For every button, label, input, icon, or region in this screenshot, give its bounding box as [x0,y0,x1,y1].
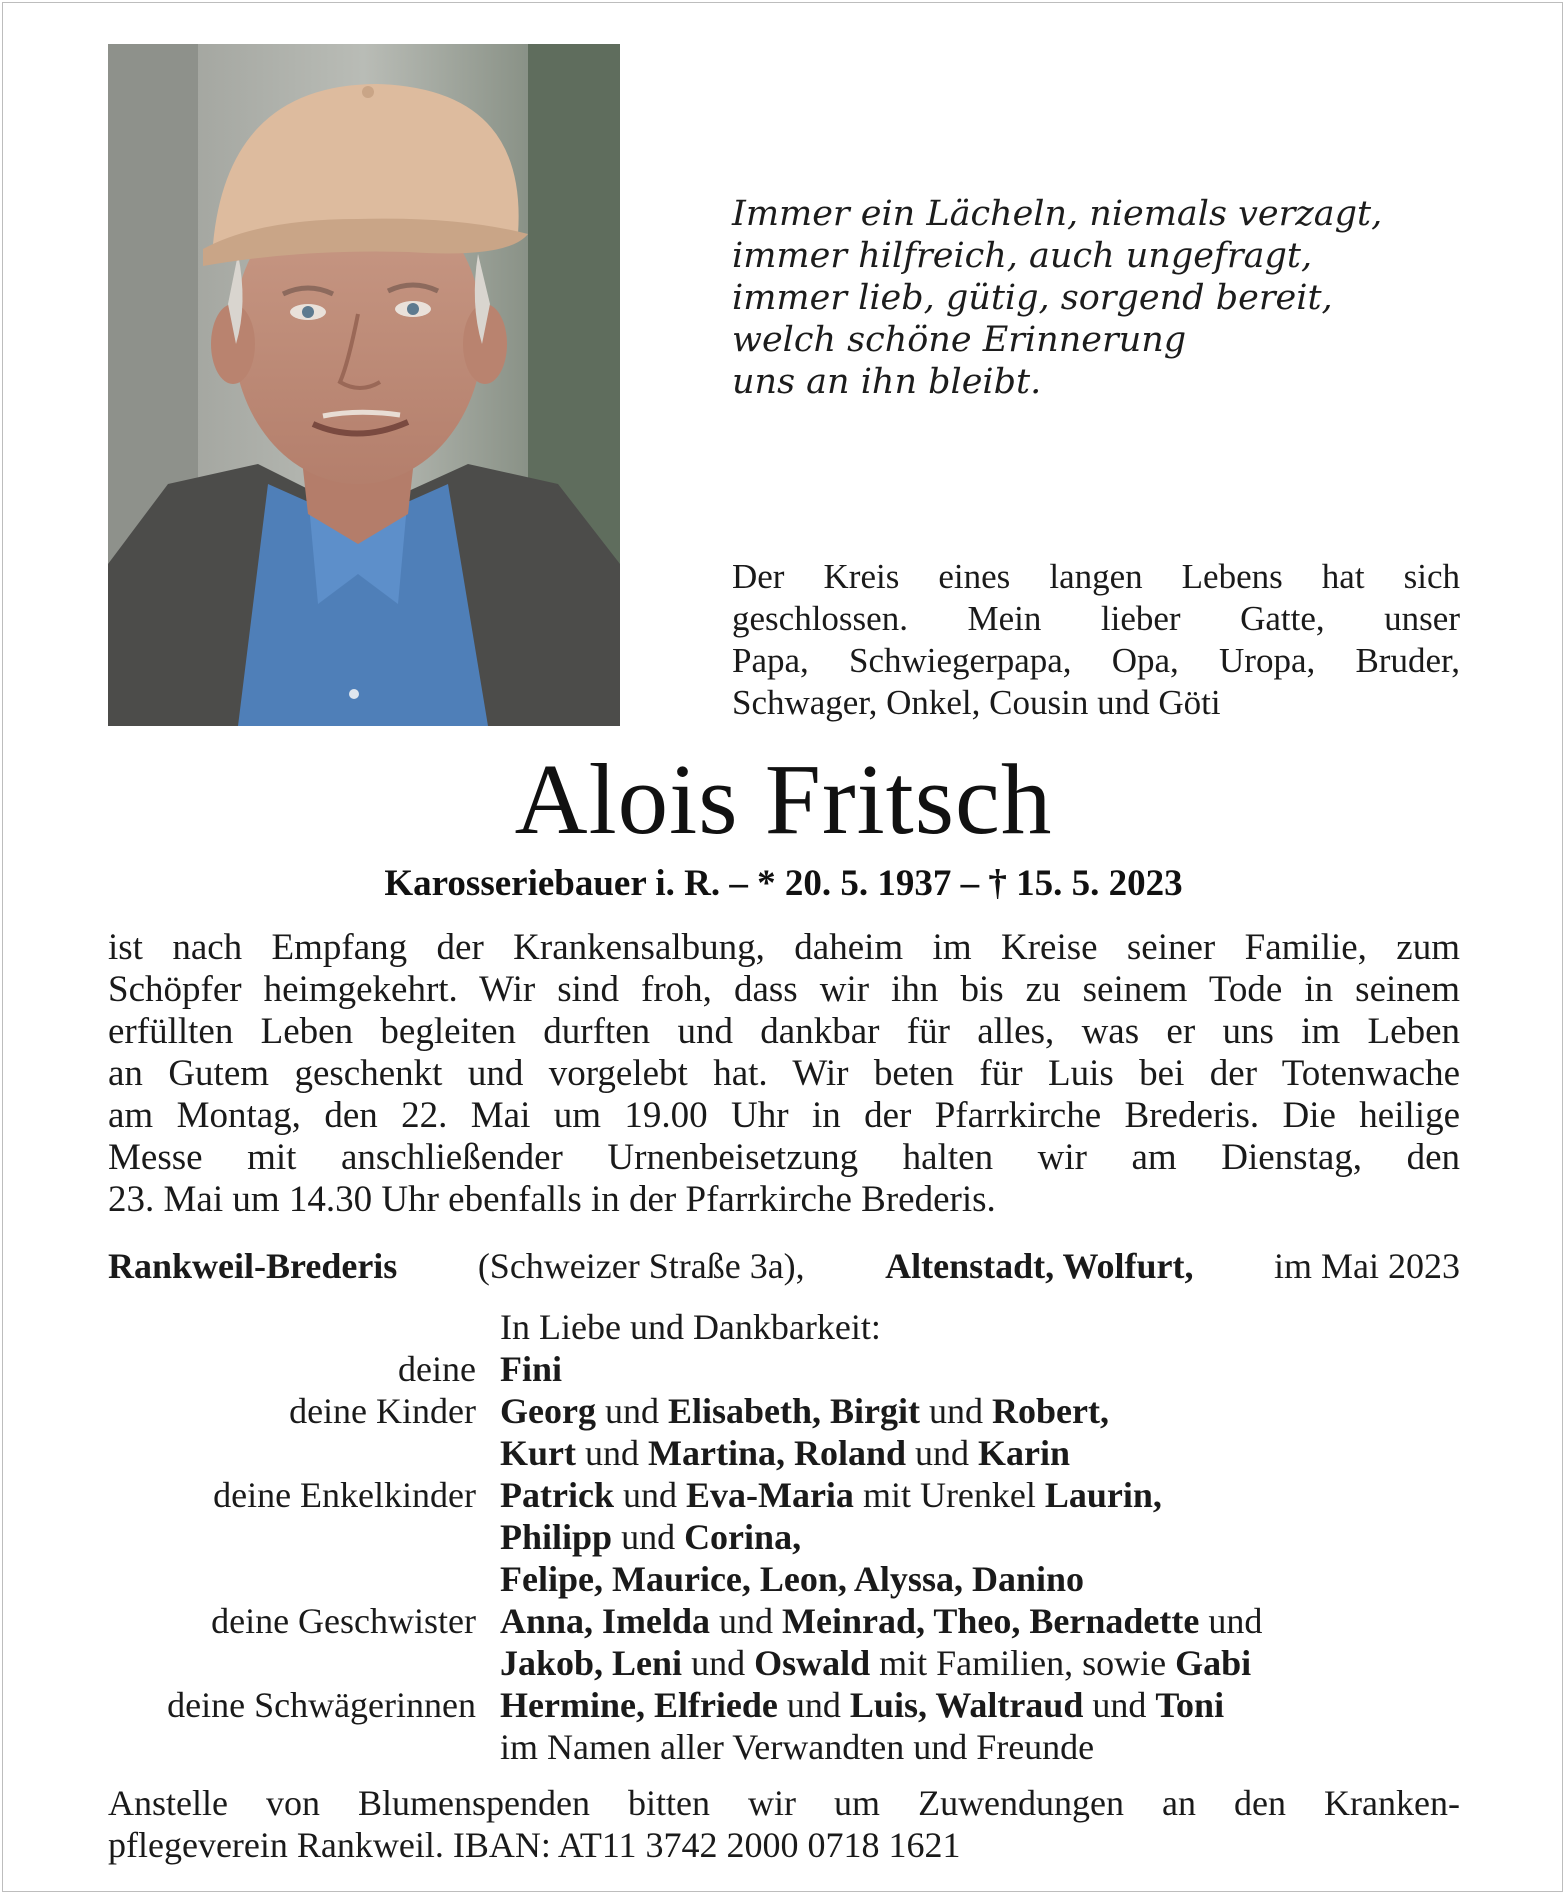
place-street: (Schweizer Straße 3a), [477,1246,805,1286]
connector-text: und [710,1601,783,1641]
mourner-name: Fini [500,1349,563,1389]
mourner-names [500,1516,801,1558]
relation-label [108,1726,476,1768]
connector-text: und [613,1475,686,1515]
mourner-name: Gabi [1175,1643,1252,1683]
mourner-name: Georg [500,1391,596,1431]
mourner-name: Martina, Roland [648,1433,907,1473]
connector-text: und [1199,1601,1263,1641]
intro-line: Der Kreis eines langen Lebens hat sich [732,557,1460,596]
relation-label [108,1432,476,1474]
mourner-row [108,1558,1460,1600]
body-line: Schöpfer heimgekehrt. Wir sind froh, dass wir ihn bis zu seinem Tode in seinem [108,969,1460,1010]
mourner-names [500,1642,1251,1684]
donation-line: pflegeverein Rankweil. IBAN: AT11 3742 2000 0718 1621 [108,1825,961,1865]
poem-line: Immer ein Lächeln, niemals verzagt, [732,194,1383,234]
place-others: Altenstadt, Wolfurt, [885,1246,1194,1286]
relation-label [108,1642,476,1684]
mourner-row [108,1432,1460,1474]
mourner-row [108,1726,1460,1768]
body-line: erfüllten Leben begleiten durften und dankbar für alles, was er uns im Leben [108,1011,1460,1052]
connector-text: und [576,1433,648,1473]
mourner-name: Anna, Imelda [500,1601,711,1641]
connector-text: im Namen aller Verwandten und Freunde [500,1727,1095,1767]
mourner-name: Toni [1155,1685,1225,1725]
poem-line: uns an ihn bleibt. [732,362,1042,402]
mourner-names [500,1726,1094,1768]
body-paragraph [108,927,1460,1221]
connector-text: und [595,1391,668,1431]
mourner-row [108,1516,1460,1558]
mourner-names [500,1474,1162,1516]
mourner-names [500,1432,1070,1474]
mourner-name: Jakob, Leni [500,1643,683,1683]
connector-text: mit Urenkel [853,1475,1045,1515]
relation-label: deine Schwägerinnen [167,1685,476,1725]
body-line: 23. Mai um 14.30 Uhr ebenfalls in der Pfarrkirche Brederis. [108,1179,996,1220]
mourner-name: Hermine, Elfriede [500,1685,778,1725]
mourner-name: Elisabeth, Birgit [667,1391,920,1431]
mourner-name: Philipp [500,1517,613,1557]
mourner-row [108,1684,1460,1726]
place-date: im Mai 2023 [1273,1246,1460,1286]
mourner-name: Corina, [684,1517,802,1557]
relation-label: deine [398,1349,476,1389]
mourner-names [500,1348,562,1390]
mourner-name: Patrick [500,1475,614,1515]
mourners-list [108,1306,1460,1768]
connector-text: und [920,1391,992,1431]
mourner-name: Luis, Waltraud [849,1685,1084,1725]
mourner-name: Karin [978,1433,1071,1473]
body-line: ist nach Empfang der Krankensalbung, daheim im Kreise seiner Familie, zum [108,927,1460,968]
relation-label: deine Enkelkinder [213,1475,476,1515]
mourner-row [108,1348,1460,1390]
portrait-illustration [108,44,620,726]
memorial-poem [732,193,1452,403]
mourner-names [500,1600,1262,1642]
intro-line: geschlossen. Mein lieber Gatte, unser [732,599,1460,638]
mourners-intro-row [108,1306,1460,1348]
mourner-name: Robert, [992,1391,1109,1431]
body-line: Messe mit anschließender Urnenbeisetzung halten wir am Dienstag, den [108,1137,1460,1178]
poem-line: immer lieb, gütig, sorgend bereit, [732,278,1333,318]
connector-text: und [906,1433,979,1473]
poem-line: immer hilfreich, auch ungefragt, [732,236,1313,276]
mourner-name: Laurin, [1044,1475,1162,1515]
occupation-dates: Karosseriebauer i. R. – * 20. 5. 1937 – † 15. 5. 2023 [384,863,1183,904]
deceased-name: Alois Fritsch [514,743,1053,855]
intro-paragraph [732,556,1460,724]
connector-text: und [1083,1685,1156,1725]
body-line: an Gutem geschenkt und vorgelebt hat. Wir beten für Luis bei der Totenwache [108,1053,1460,1094]
mourner-names [500,1558,1084,1600]
mourner-row [108,1600,1460,1642]
mourner-row [108,1390,1460,1432]
intro-line: Schwager, Onkel, Cousin und Göti [732,683,1221,722]
poem-line: welch schöne Erinnerung [732,320,1187,360]
mourner-name: Eva-Maria [685,1475,854,1515]
relation-label [108,1558,476,1600]
connector-text: mit Familien, sowie [870,1643,1176,1683]
connector-text: und [612,1517,685,1557]
portrait-photo [108,44,620,726]
mourner-name: Oswald [754,1643,871,1683]
place-town: Rankweil-Brederis [108,1246,398,1286]
connector-text: und [682,1643,755,1683]
mourner-name: Felipe, Maurice, Leon, Alyssa, Danino [500,1559,1084,1599]
mourner-row [108,1642,1460,1684]
donation-note [108,1782,1460,1866]
mourner-row [108,1474,1460,1516]
donation-line: Anstelle von Blumenspenden bitten wir um Zuwendungen an den Kranken- [108,1783,1460,1823]
body-line: am Montag, den 22. Mai um 19.00 Uhr in der Pfarrkirche Brederis. Die heilige [108,1095,1460,1136]
place-date-line [108,1245,1460,1287]
mourner-name: Meinrad, Theo, Bernadette [782,1601,1200,1641]
mourner-names [500,1390,1109,1432]
mourner-names [500,1684,1224,1726]
relation-label: deine Kinder [289,1391,476,1431]
mourners-intro: In Liebe und Dankbarkeit: [500,1307,881,1347]
mourner-name: Kurt [500,1433,576,1473]
relation-label: deine Geschwister [211,1601,476,1641]
intro-line: Papa, Schwiegerpapa, Opa, Uropa, Bruder, [732,641,1460,680]
relation-label [108,1516,476,1558]
connector-text: und [777,1685,850,1725]
